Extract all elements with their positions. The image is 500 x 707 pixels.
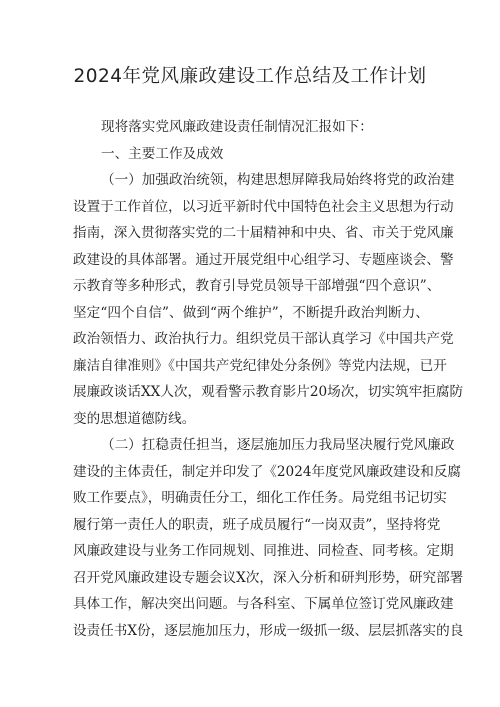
body-line: （二）扛稳责任担当，逐层施加压力我局坚决履行党风廉政 <box>101 437 455 453</box>
body-line: 变的思想道德防线。 <box>73 410 196 427</box>
body-line: 风廉政建设与业务工作同规划、同推进、同检查、同考核。定期 <box>73 543 454 559</box>
body-line: 履行第一责任人的职责，班子成员履行“一岗双责”，坚持将党 <box>73 516 441 533</box>
body-line: 设置于工作首位，以习近平新时代中国特色社会主义思想为行动 <box>73 198 454 215</box>
document-body <box>73 114 464 644</box>
body-line: （一）加强政治统领，构建思想屏障我局始终将党的政治建 <box>101 172 455 188</box>
body-line: 召开党风廉政建设专题会议X次，深入分析和研判形势，研究部署 <box>73 569 464 586</box>
body-line: 廉洁自律准则》《中国共产党纪律处分条例》等党内法规，已开 <box>73 357 447 374</box>
body-line: 政治领悟力、政治执行力。组织党员干部认真学习《中国共产党 <box>73 331 454 347</box>
body-line: 一、主要工作及成效 <box>101 145 224 162</box>
body-line: 败工作要点》，明确责任分工，细化工作任务。局党组书记切实 <box>73 490 447 506</box>
body-line: 政建设的具体部署。通过开展党组中心组学习、专题座谈会、警 <box>73 251 454 268</box>
body-line: 具体工作，解决突出问题。与各科室、下属单位签订党风廉政建 <box>73 596 454 612</box>
body-line: 坚定“四个自信”、做到“两个维护”，不断提升政治判断力、 <box>73 304 429 321</box>
body-line: 建设的主体责任，制定并印发了《2024年度党风廉政建设和反腐 <box>73 463 462 480</box>
document-title: 2024年党风廉政建设工作总结及工作计划 <box>73 66 427 87</box>
body-line: 现将落实党风廉政建设责任制情况汇报如下： <box>101 119 373 135</box>
body-line: 示教育等多种形式，教育引导党员领导干部增强“四个意识”、 <box>73 278 441 294</box>
body-line: 展廉政谈话XX人次，观看警示教育影片20场次，切实筑牢拒腐防 <box>73 384 464 400</box>
body-line: 指南，深入贯彻落实党的二十届精神和中央、省、市关于党风廉 <box>73 225 454 241</box>
body-line: 设责任书X份，逐层施加压力，形成一级抓一级、层层抓落实的良 <box>73 622 464 639</box>
